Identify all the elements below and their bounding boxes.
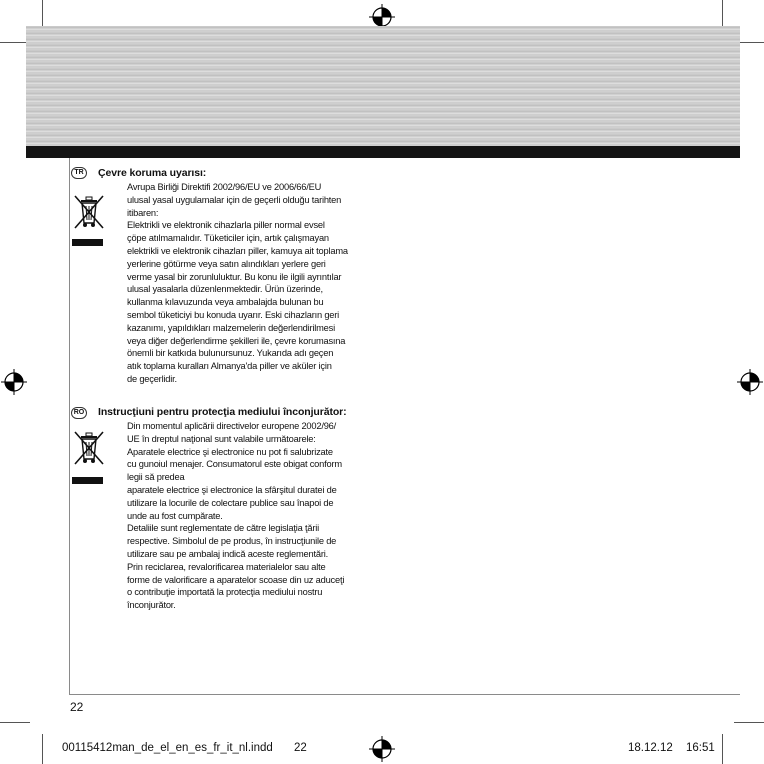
footer-filename: 00115412man_de_el_en_es_fr_it_nl.indd: [62, 742, 273, 754]
body-line: atık toplama kuralları Almanya'da piller ve aküler için: [127, 361, 332, 372]
header-black-bar: [26, 146, 740, 158]
body-line: itibaren:: [127, 207, 159, 218]
body-line: yerlerine götürme veya satın alındıkları yerlere geri: [127, 258, 326, 269]
body-line: utilizare sau pe ambalaj indică aceste reglementări.: [127, 548, 328, 559]
crossed-bin-icon: [72, 429, 106, 467]
separate-collection-bar: [72, 477, 103, 484]
registration-mark-icon: [369, 736, 395, 762]
body-line: Din momentul aplicării directivelor europene 2002/96/: [127, 421, 337, 431]
footer-date: 18.12.12: [628, 742, 673, 754]
body-line: kazanımı, yapıldıkları malzemelerin değerlendirilmesi: [127, 322, 335, 333]
bottom-rule: [69, 694, 740, 695]
body-line: Elektrikli ve elektronik cihazlarla piller normal evsel: [127, 220, 325, 231]
left-margin-rule: [69, 158, 70, 695]
language-badge-ro: RO: [71, 407, 87, 419]
body-line: forme de valorificare a aparatelor scoase din uz aduceţi: [127, 574, 345, 585]
crop-mark: [0, 722, 30, 723]
header-banner: [26, 26, 740, 146]
body-line: UE în dreptul naţional sunt valabile următoarele:: [127, 433, 316, 444]
footer-time: 16:51: [686, 742, 715, 754]
language-badge-tr: TR: [71, 167, 87, 179]
footer-page: 22: [294, 742, 307, 754]
separate-collection-bar: [72, 239, 103, 246]
body-line: elektrikli ve elektronik cihazları piller, kamuya ait toplama: [127, 245, 348, 256]
body-line: kullanma kılavuzunda veya ambalajda bulunan bu: [127, 297, 324, 308]
body-line: Avrupa Birliği Direktifi 2002/96/EU ve 2006/66/EU: [127, 182, 322, 192]
crop-mark: [722, 734, 723, 764]
page-number: 22: [70, 700, 84, 714]
crop-mark: [734, 722, 764, 723]
body-line: aparatele electrice şi electronice la sfârşitul duratei de: [127, 484, 337, 495]
registration-mark-icon: [737, 369, 763, 395]
section-body-tr: [127, 181, 348, 386]
body-line: înconjurător.: [127, 600, 176, 611]
body-line: ulusal yasalarla düzenlenmektedir. Ürün üzerinde,: [127, 284, 323, 295]
body-line: cu gunoiul menajer. Consumatorul este obigat conform: [127, 459, 342, 470]
section-body-ro: [127, 420, 344, 612]
body-line: önemli bir katkıda bulunursunuz. Yukarıda adı geçen: [127, 348, 334, 359]
body-line: çöpe atılmamalıdır. Tüketiciler için, artık çalışmayan: [127, 233, 329, 244]
registration-mark-icon: [1, 369, 27, 395]
body-line: unde au fost cumpărate.: [127, 510, 223, 521]
body-line: Detaliile sunt reglementate de către legislaţia ţării: [127, 523, 319, 534]
body-line: sembol tüketiciyi bu konuda uyarır. Eski cihazların geri: [127, 309, 340, 320]
section-heading-tr: Çevre koruma uyarısı:: [98, 167, 207, 179]
body-line: ulusal yasal uygulamalar için de geçerli olduğu tarihten: [127, 194, 342, 205]
body-line: legii să predea: [127, 472, 185, 483]
body-line: Aparatele electrice şi electronice nu pot fi salubrizate: [127, 446, 333, 457]
body-line: o contribuţie importată la protecţia mediului nostru: [127, 587, 323, 598]
body-line: verme yasal bir zorunluluktur. Bu konu ile ilgili ayrıntılar: [127, 271, 342, 282]
body-line: Prin reciclarea, revalorificarea materialelor sau alte: [127, 561, 326, 572]
body-line: veya diğer değerlendirme şekilleri ile, çevre korumasına: [127, 335, 346, 346]
body-line: utilizare la locurile de colectare publice sau înapoi de: [127, 497, 334, 508]
section-heading-ro: Instrucţiuni pentru protecţia mediului înconjurător:: [98, 406, 347, 418]
crop-mark: [42, 734, 43, 764]
body-line: de geçerlidir.: [127, 373, 177, 384]
body-line: respective. Simbolul de pe produs, în instrucţiunile de: [127, 536, 337, 547]
crossed-bin-icon: [72, 193, 106, 231]
